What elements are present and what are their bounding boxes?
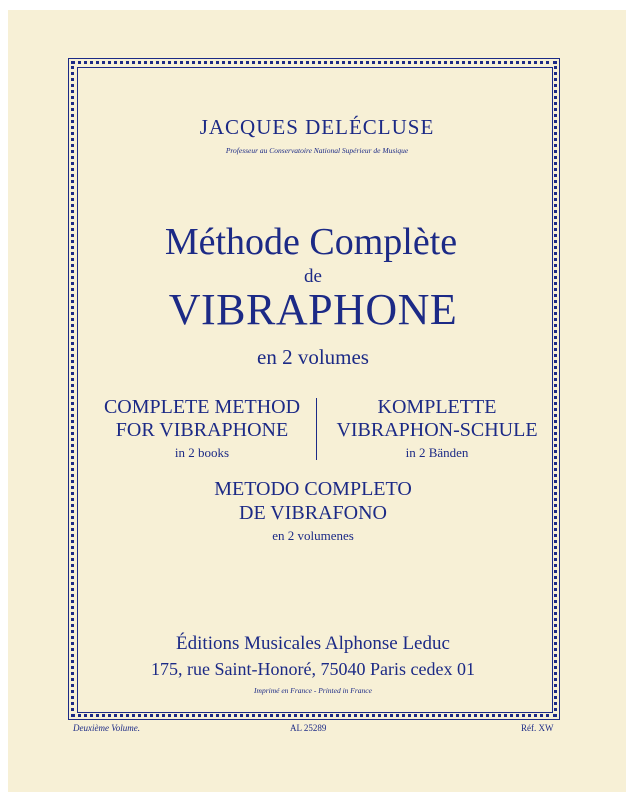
author-affiliation: Professeur au Conservatoire National Supérieur de Musique (225, 146, 409, 155)
spanish-title-line-2: DE VIBRAFONO (239, 502, 387, 524)
column-divider (316, 398, 317, 460)
german-title-line-1: KOMPLETTE (377, 396, 497, 418)
publisher-address: 175, rue Saint-Honoré, 75040 Paris cedex 01 (151, 659, 475, 679)
title-de: de (304, 266, 322, 287)
printed-in-france: Imprimé en France - Printed in France (254, 686, 372, 695)
author-name: JACQUES DELÉCLUSE (199, 115, 435, 139)
spanish-title-line-1: METODO COMPLETO (214, 478, 412, 500)
german-title-line-2: VIBRAPHON-SCHULE (336, 419, 538, 441)
spanish-title-line-3: en 2 volumenes (272, 528, 354, 543)
title-volumes: en 2 volumes (257, 345, 369, 369)
title-methode-complete: Méthode Complète (164, 221, 458, 263)
border-frame-inner (77, 67, 553, 713)
english-title-line-3: in 2 books (174, 445, 230, 460)
english-title-line-2: FOR VIBRAPHONE (115, 419, 289, 441)
english-title-line-1: COMPLETE METHOD (103, 396, 301, 418)
footer-reference: Réf. XW (521, 723, 554, 733)
footer-catalog-number: AL 25289 (290, 723, 327, 733)
german-title-line-3: in 2 Bänden (405, 445, 469, 460)
footer-volume: Deuxième Volume. (73, 723, 140, 733)
title-vibraphone: VIBRAPHONE (168, 285, 458, 334)
publisher-name: Éditions Musicales Alphonse Leduc (176, 633, 450, 654)
